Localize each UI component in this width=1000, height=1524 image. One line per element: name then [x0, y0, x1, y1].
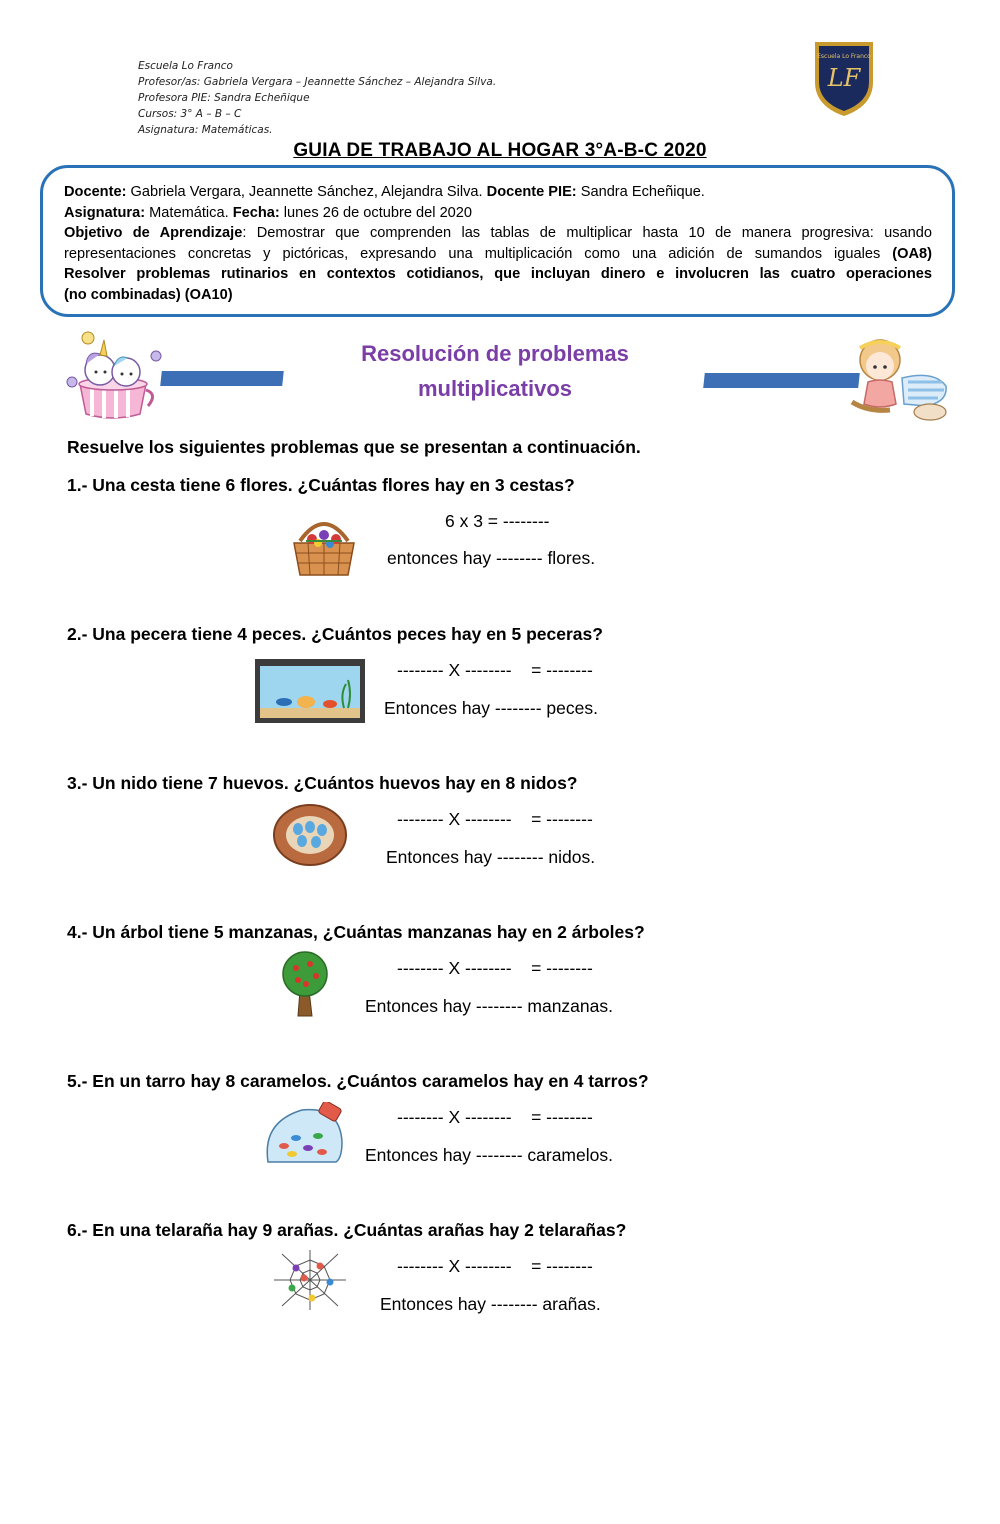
oa10-line-2 [64, 285, 932, 306]
subject-line: Asignatura: Matemáticas. [138, 124, 273, 136]
girl-with-cat-icon [838, 330, 954, 422]
problem-1-question: 1.- Una cesta tiene 6 flores. ¿Cuántas flores hay en 3 cestas? [67, 475, 575, 495]
docente-label: Docente: [64, 184, 127, 200]
candy-jar-icon [262, 1102, 346, 1164]
banner-bar-right [703, 373, 860, 388]
subtitle-line-1: Resolución de problemas [361, 341, 629, 366]
asignatura-label: Asignatura: [64, 204, 146, 221]
apple-tree-icon [274, 950, 336, 1020]
logo-monogram: LF [827, 64, 861, 92]
problem-4-answer: Entonces hay -------- manzanas. [365, 996, 613, 1016]
fecha-label: Fecha: [232, 204, 280, 221]
nest-icon [272, 803, 348, 867]
problem-2-answer: Entonces hay -------- peces. [384, 698, 598, 718]
section-subtitle [300, 336, 690, 406]
unicorn-cup-icon [58, 326, 168, 422]
problem-3-question: 3.- Un nido tiene 7 huevos. ¿Cuántos huevos hay en 8 nidos? [67, 773, 578, 793]
objetivo-text-2: representaciones concretas y pictóricas, expresando una multiplicación como una adición de sumandos iguales [64, 245, 893, 262]
objetivo-line-1 [64, 223, 932, 244]
problem-5-answer: Entonces hay -------- caramelos. [365, 1145, 613, 1165]
banner-bar-left [160, 371, 284, 386]
asignatura-line [64, 203, 932, 224]
objetivo-label: Objetivo de Aprendizaje [64, 225, 243, 241]
problem-5-equation: -------- X -------- = -------- [397, 1107, 593, 1127]
objetivo-line-2 [64, 244, 932, 265]
logo-text: Escuela Lo Franco [817, 53, 871, 60]
subtitle-line-2: multiplicativos [417, 376, 573, 401]
instructions: Resuelve los siguientes problemas que se presentan a continuación. [67, 437, 641, 457]
problem-1-equation: 6 x 3 = -------- [445, 511, 550, 531]
fecha-value: lunes 26 de octubre del 2020 [279, 204, 473, 221]
docente-pie-label: Docente PIE: [486, 184, 577, 200]
spider-web-icon [272, 1248, 348, 1312]
page-title: GUIA DE TRABAJO AL HOGAR 3°A-B-C 2020 [293, 140, 707, 161]
docente-value: Gabriela Vergara, Jeannette Sánchez, Alejandra Silva. [126, 184, 487, 200]
docente-pie-value: Sandra Echeñique. [576, 184, 705, 200]
basket-icon [290, 511, 358, 579]
pie-teacher-line: Profesora PIE: Sandra Echeñique [138, 92, 310, 104]
oa10-text-2: (no combinadas) (OA10) [64, 286, 233, 303]
problem-4-equation: -------- X -------- = -------- [397, 958, 593, 978]
objetivo-text-1: : Demostrar que comprenden las tablas de multiplicar hasta 10 de manera progresiva: usando [242, 225, 932, 241]
oa10-text-1: Resolver problemas rutinarios en contextos cotidianos, que incluyan dinero e involucren las cuatro operaciones [64, 266, 932, 282]
problem-4-question: 4.- Un árbol tiene 5 manzanas, ¿Cuántas manzanas hay en 2 árboles? [67, 922, 645, 942]
problem-2-question: 2.- Una pecera tiene 4 peces. ¿Cuántos peces hay en 5 peceras? [67, 624, 603, 644]
school-info [138, 58, 496, 138]
school-logo-icon [811, 36, 877, 118]
school-name: Escuela Lo Franco [138, 60, 233, 72]
problem-3-answer: Entonces hay -------- nidos. [386, 847, 596, 867]
courses-line: Cursos: 3° A – B – C [138, 108, 242, 120]
problem-6-equation: -------- X -------- = -------- [397, 1256, 593, 1276]
fish-tank-icon [254, 658, 366, 724]
docente-line [64, 182, 932, 203]
teachers-line: Profesor/as: Gabriela Vergara – Jeannette Sánchez – Alejandra Silva. [138, 76, 497, 88]
problem-2-equation: -------- X -------- = -------- [397, 660, 593, 680]
problem-6-question: 6.- En una telaraña hay 9 arañas. ¿Cuántas arañas hay 2 telarañas? [67, 1220, 627, 1240]
oa8-label: (OA8) [892, 245, 932, 262]
asignatura-value: Matemática. [145, 204, 233, 221]
problem-6-answer: Entonces hay -------- arañas. [380, 1294, 601, 1314]
info-box [40, 165, 955, 317]
oa10-line-1 [64, 264, 932, 285]
problem-5-question: 5.- En un tarro hay 8 caramelos. ¿Cuántos caramelos hay en 4 tarros? [67, 1071, 649, 1091]
problem-3-equation: -------- X -------- = -------- [397, 809, 593, 829]
problem-1-answer: entonces hay -------- flores. [387, 548, 596, 568]
